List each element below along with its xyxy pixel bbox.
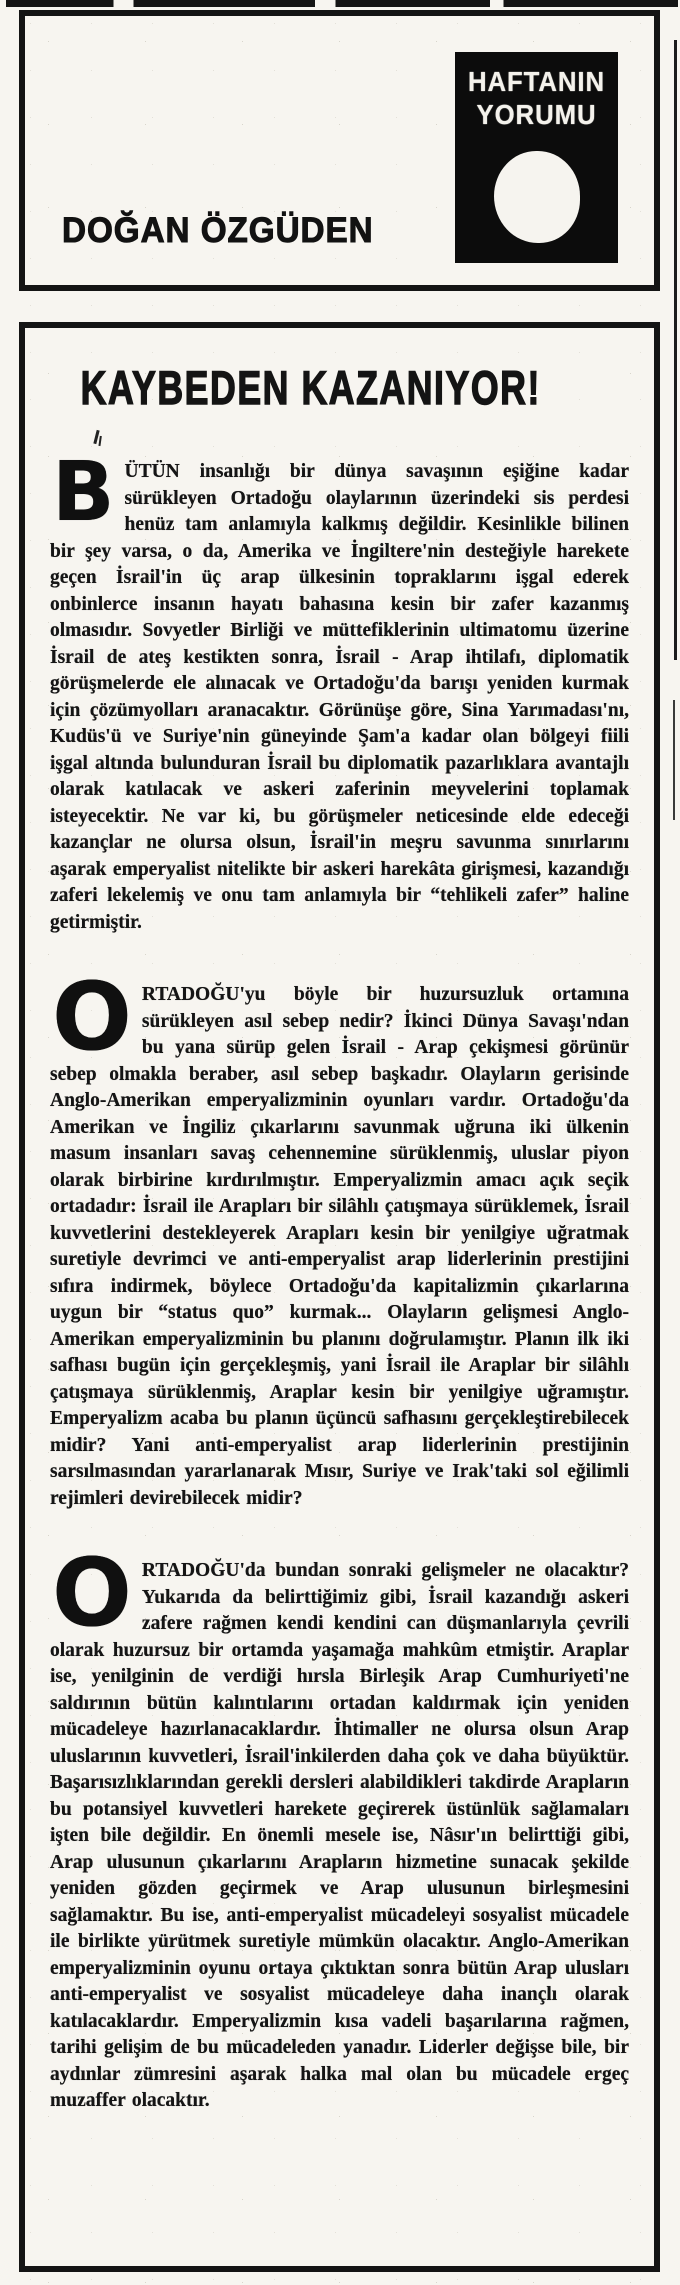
paragraph-1 [50, 445, 629, 936]
dropcap-letter: B [52, 445, 115, 540]
scan-edge-top [6, 0, 678, 7]
column-logo [455, 52, 618, 263]
masthead-box [19, 10, 660, 291]
author-name: DOĞAN ÖZGÜDEN [62, 211, 374, 250]
scan-edge-right-lower [673, 700, 675, 820]
logo-text-line1: HAFTANIN [467, 66, 606, 97]
article-title [50, 360, 629, 415]
logo-text-line2: YORUMU [476, 99, 597, 130]
scan-edge-right [674, 40, 677, 660]
article-title-text: KAYBEDEN KAZANIYOR! [80, 361, 541, 414]
paragraph-3 [50, 1539, 629, 2115]
paragraph-3-text: RTADOĞU'da bundan sonraki gelişmeler ne olacaktır? Yukarıda da belirttiğimiz gibi, İsrail kazandığı askeri zafere rağmen kendi kendini can düşmanlarıyla çevrili olarak huzursuz bir ortamda yaşamağa mahkûm etmiştir. Araplar ise, yenilginin de verdiği hırsla Birleşik Arap Cumhuriyeti'ne saldırının bütün kalıntılarını ortadan kaldırmak için yeniden mücadeleye hazırlanacaklardır. İhtimaller ne olursa olsun Arap uluslarının kuvvetleri, İsrail'inkilerden daha çok ve daha büyüktür. Başarısızlıklarından gerekli dersleri alabildikleri takdirde Arapların bu potansiyel kuvvetleri harekete geçirerek üstünlük sağlamaları işten bile değildir. En önemli mesele ise, Nâsır'ın belirttiği gibi, Arap ulusunun çıkarlarını Arapların hizmetine sunacak şekilde yeniden gözden geçirmek ve Arap ulusunun birleşmesini sağlamaktır. Bu ise, anti-emperyalist mücadeleyi sosyalist mücadele ile birlikte yürütmek suretiyle mümkün olacaktır. Anglo-Amerikan emperyalizminin oyunu ortaya çıktıktan sonra bütün Arap ulusları anti-emperyalist ve sosyalist mücadeleye daha inançlı olarak katılacaklardır. Emperyalizmin kısa vadeli başarılarına rağmen, tarihi gelişim de bu mücadeleden yanadır. Liderler değişse bile, bir aydınlar zümresini aşarak halka mal olan bu mücadele ergeç muzaffer olacaktır. [50, 1560, 629, 2111]
paragraph-1-text: ÜTÜN insanlığı bir dünya savaşının eşiğine kadar sürükleyen Ortadoğu olaylarının üzerindeki sis perdesi henüz tam anlamıyla kalkmış değildir. Kesinlikle bilinen bir şey varsa, o da, Amerika ve İngiltere'nin desteğiyle harekete geçen İsrail'in üç arap ülkesinin topraklarını işgal ederek onbinlerce insanın hayatı bahasına kesin bir zafer kazanmış olmasıdır. Sovyetler Birliği ve müttefiklerinin ultimatomu üzerine İsrail de ateş kestikten sonra, İsrail - Arap ihtilafı, diplomatik görüşmelerde ele alınacak ve Ortadoğu'da barışı yeniden kurmak için çözümyolları aranacaktır. Görünüşe göre, Sina Yarımadası'nı, Kudüs'ü ve Suriye'nin güneyinde Şam'a kadar olan bölgeyi fiili işgal altında bulunduran İsrail bu diplomatik pazarlıklara avantajlı olarak katılacak ve askeri zaferinin meyvelerini toplamak isteyecektir. Ne var ki, bu görüşmeler neticesinde elde edeceği kazançlar ne olursa olsun, İsrail'in meşru savunma sınırlarını aşarak emperyalist nitelikte bir askeri harekâta girişmesi, kazandığı zaferi lekelemiş ve onu tam anlamıyla bir “tehlikeli zafer” haline getirmiştir. [50, 461, 629, 933]
moon-circle-graphic [494, 151, 580, 243]
article-box [19, 322, 660, 2272]
paragraph-2-text: RTADOĞU'yu böyle bir huzursuzluk ortamına sürükleyen asıl sebep nedir? İkinci Dünya Savaşı'ndan bu yana sürüp gelen İsrail - Arap çekişmesi görünür sebep olmakla beraber, asıl sebep başkadır. Olayların gerisinde Anglo-Amerikan emperyalizminin oyunları vardır. Ortadoğu'da Amerikan ve İngiliz çıkarlarını savunmak uğruna iki ülkenin masum insanları savaş cehennemine sürüklenmiş, uluslar piyon olarak birbirine kırdırılmıştır. Emperyalizmin amacı açık seçik ortadadır: İsrail ile Arapları bir silâhlı çatışmaya sürüklemek, İsrail kuvvetlerini destekleyerek Arapları kesin bir yenilgiye uğratmak suretiyle devrimci ve anti-emperyalist arap liderlerinin prestijini sıfıra indirmek, böylece Ortadoğu'da kapitalizmin çıkarlarına uygun bir “status quo” kurmak... Olayların gelişmesi Anglo-Amerikan emperyalizminin bu planını doğrulamıştır. Planın ilk iki safhası bugün için gerçekleşmiş, yani İsrail ile Araplar bir silâhlı çatışmaya sürüklenmiş, Araplar kesin bir yenilgiye uğramıştır. Emperyalizm acaba bu planın üçüncü safhasını gerçekleştirebilecek midir? Yani anti-emperyalist arap liderlerinin prestijinin sarsılmasından yararlanarak Mısır, Suriye ve Irak'taki sol eğilimli rejimleri devirebilecek midir? [50, 984, 629, 1509]
dropcap-letter: O [52, 963, 132, 1072]
scan-noise-mark [93, 430, 99, 444]
dropcap-letter: O [52, 1539, 132, 1648]
paragraph-2 [50, 963, 629, 1512]
